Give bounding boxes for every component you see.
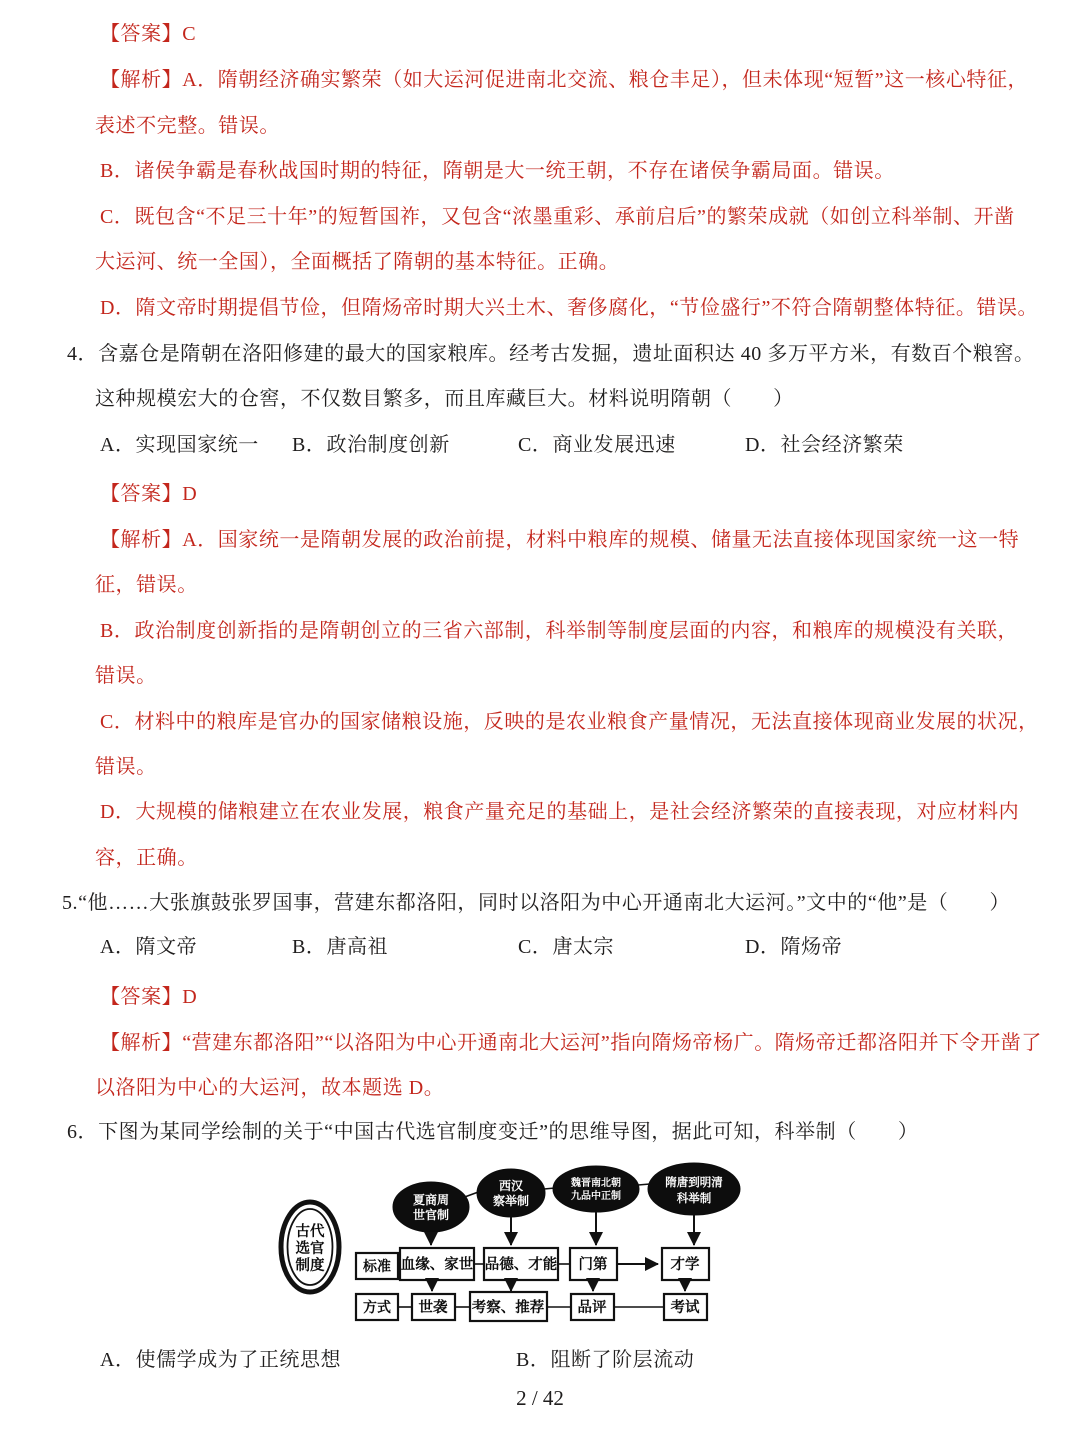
standard-item: 才学	[670, 1257, 700, 1273]
standard-item: 品德、才能	[484, 1257, 558, 1273]
q4-analysis-line: 错误。	[95, 665, 157, 687]
era-label: 魏晋南北朝	[571, 1178, 621, 1189]
method-item: 品评	[577, 1300, 607, 1316]
q4-analysis-line: 【解析】A．国家统一是隋朝发展的政治前提，材料中粮库的规模、储量无法直接体现国家统一这一特	[100, 529, 1020, 551]
q3-analysis-line: C．既包含“不足三十年”的短暂国祚，又包含“浓墨重彩、承前启后”的繁荣成就（如创立科举制、开凿	[100, 206, 1015, 228]
q3-answer: 【答案】C	[100, 23, 197, 45]
q5-analysis-line: 【解析】“营建东都洛阳”“以洛阳为中心开通南北大运河”指向隋炀帝杨广。隋炀帝迁都洛阳并下令开凿了	[100, 1032, 1042, 1054]
era-label: 科举制	[676, 1193, 712, 1205]
q5-option-d: D．隋炀帝	[745, 936, 843, 958]
q4-analysis-line: 征，错误。	[95, 574, 198, 596]
q4-analysis-line: C．材料中的粮库是官办的国家储粮设施，反映的是农业粮食产量情况，无法直接体现商业发展的状况，	[100, 711, 1039, 733]
standard-row	[356, 1248, 709, 1280]
q3-analysis-line: D．隋文帝时期提倡节俭，但隋炀帝时期大兴土木、奢侈腐化，“节俭盛行”不符合隋朝整体特征。错误。	[100, 297, 1039, 319]
q4-stem: 4．含嘉仓是隋朝在洛阳修建的最大的国家粮库。经考古发掘，遗址面积达 40 多万平方米，有数百个粮窖。	[67, 343, 1035, 365]
selection-system-mindmap	[260, 1147, 880, 1333]
era-label: 察举制	[492, 1194, 530, 1208]
q5-option-b: B．唐高祖	[292, 936, 389, 958]
era-label: 九品中正制	[571, 1191, 621, 1202]
q4-analysis-line: D．大规模的储粮建立在农业发展，粮食产量充足的基础上，是社会经济繁荣的直接表现，对应材料内	[100, 801, 1020, 823]
q4-analysis-line: 错误。	[95, 756, 157, 778]
method-item: 世袭	[418, 1300, 448, 1316]
era-label: 西汉	[498, 1179, 524, 1193]
q3-analysis-line: 表述不完整。错误。	[95, 115, 280, 137]
method-row	[356, 1292, 707, 1321]
page-number: 2 / 42	[516, 1386, 564, 1410]
standard-item: 血缘、家世	[400, 1257, 474, 1273]
q6-option-a: A．使儒学成为了正统思想	[100, 1349, 342, 1371]
root-label: 制度	[295, 1258, 325, 1274]
q4-analysis-line: 容，正确。	[95, 847, 198, 869]
q4-stem: 这种规模宏大的仓窖，不仅数目繁多，而且库藏巨大。材料说明隋朝（ ）	[95, 388, 794, 410]
method-row-label: 方式	[363, 1299, 391, 1315]
q5-option-a: A．隋文帝	[100, 936, 198, 958]
q4-option-c: C．商业发展迅速	[518, 434, 676, 456]
era-node	[648, 1163, 740, 1215]
q6-stem: 6．下图为某同学绘制的关于“中国古代选官制度变迁”的思维导图，据此可知，科举制（ ）	[67, 1121, 919, 1143]
q4-analysis-line: B．政治制度创新指的是隋朝创立的三省六部制，科举制等制度层面的内容，和粮库的规模没有关联，	[100, 620, 1019, 642]
q4-option-b: B．政治制度创新	[292, 434, 450, 456]
q3-analysis-line: 【解析】A．隋朝经济确实繁荣（如大运河促进南北交流、粮仓丰足），但未体现“短暂”这一核心特征，	[100, 69, 1029, 91]
era-node	[553, 1166, 639, 1212]
root-label: 古代	[295, 1224, 325, 1240]
root-node	[281, 1202, 339, 1292]
standard-item: 门第	[578, 1257, 608, 1273]
q3-analysis-line: 大运河、统一全国），全面概括了隋朝的基本特征。正确。	[95, 251, 620, 273]
q5-answer: 【答案】D	[100, 986, 198, 1008]
era-label: 隋唐到明清	[665, 1177, 723, 1189]
method-item: 考试	[670, 1300, 700, 1316]
q5-stem: 5.“他……大张旗鼓张罗国事，营建东都洛阳，同时以洛阳为中心开通南北大运河。”文中的“他”是（ ）	[62, 892, 1011, 914]
era-label: 夏商周	[412, 1193, 450, 1207]
era-node	[393, 1182, 469, 1232]
q4-answer: 【答案】D	[100, 483, 198, 505]
era-label: 世官制	[412, 1208, 450, 1222]
q4-option-d: D．社会经济繁荣	[745, 434, 904, 456]
q5-analysis-line: 以洛阳为中心的大运河，故本题选 D。	[95, 1077, 445, 1099]
era-node	[477, 1169, 545, 1217]
q5-option-c: C．唐太宗	[518, 936, 615, 958]
method-item: 考察、推荐	[471, 1300, 545, 1316]
q3-analysis-line: B．诸侯争霸是春秋战国时期的特征，隋朝是大一统王朝，不存在诸侯争霸局面。错误。	[100, 160, 895, 182]
standard-row-label: 标准	[363, 1258, 391, 1274]
q6-option-b: B．阻断了阶层流动	[516, 1349, 695, 1371]
q4-option-a: A．实现国家统一	[100, 434, 259, 456]
root-label: 选官	[295, 1241, 325, 1257]
